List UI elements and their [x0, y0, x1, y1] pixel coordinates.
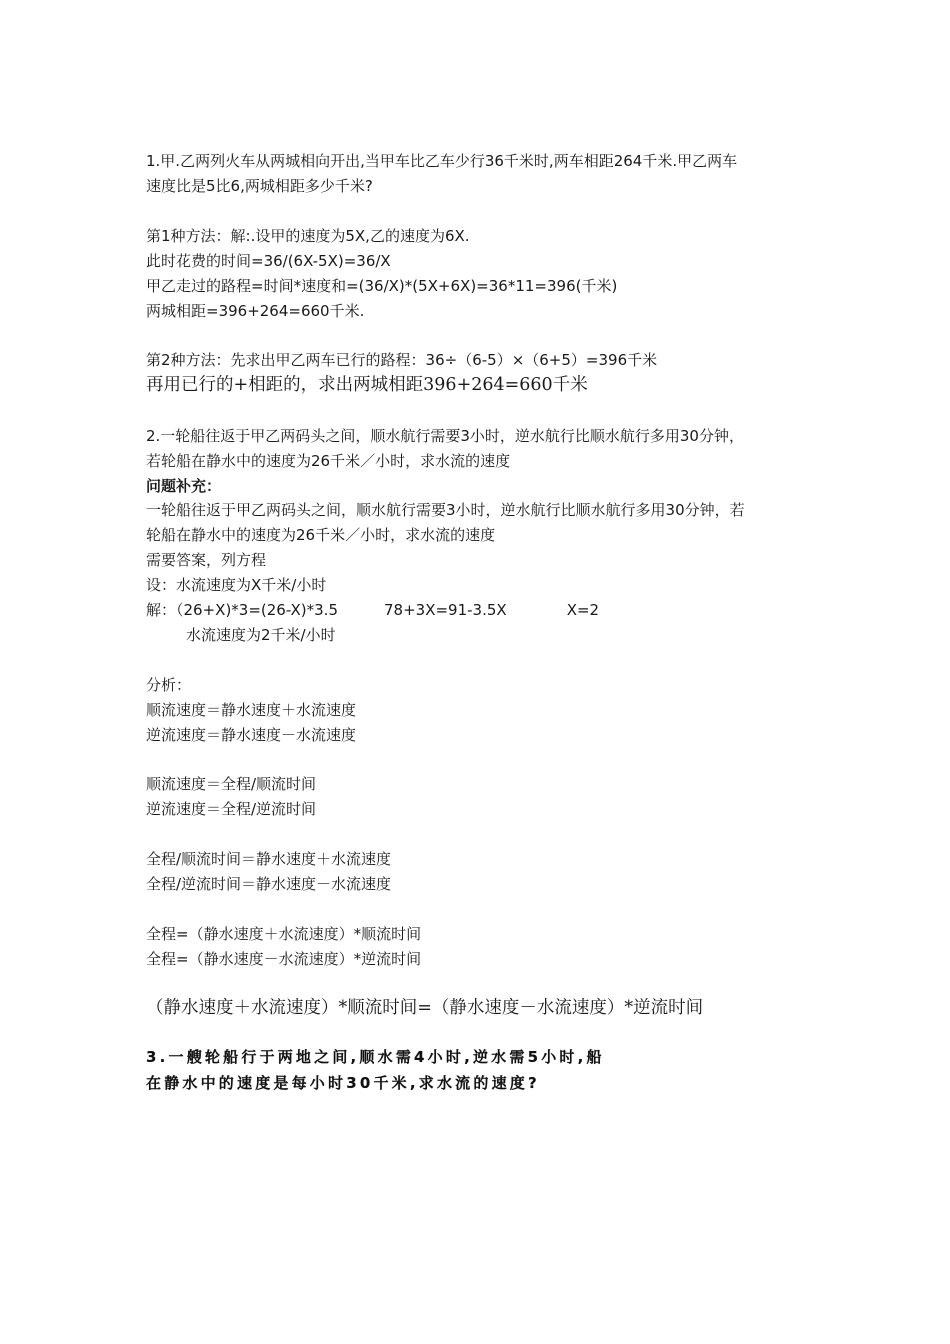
q1-method1-line-2: 此时花费的时间=36/(6X-5X)=36/X [146, 252, 391, 270]
analysis-line-4: 逆流速度＝全程/逆流时间 [146, 800, 317, 818]
analysis-title: 分析： [146, 676, 192, 694]
q1-method1-line-1: 第1种方法：解:.设甲的速度为5X,乙的速度为6X. [146, 227, 470, 245]
q3-text-line-2: 在静水中的速度是每小时30千米,求水流的速度? [146, 1074, 540, 1092]
q2-supplement-line-2: 轮船在静水中的速度为26千米／小时，求水流的速度 [146, 526, 496, 544]
analysis-line-6: 全程/逆流时间＝静水速度－水流速度 [146, 875, 392, 893]
q1-method1-line-3: 甲乙走过的路程=时间*速度和=(36/X)*(5X+6X)=36*11=396(千米) [146, 277, 618, 295]
q1-text-line-2: 速度比是5比6,两城相距多少千米? [146, 177, 373, 195]
q2-need-answer: 需要答案，列方程 [146, 551, 267, 569]
q1-text-line-1: 1.甲.乙两列火车从两城相向开出,当甲车比乙车少行36千米时,两车相距264千米.甲乙两车 [146, 152, 738, 170]
q2-solution-label: 解： [146, 601, 177, 619]
q2-equation-1: （26+X)*3=(26-X)*3.5 [176, 601, 338, 619]
analysis-line-1: 顺流速度＝静水速度＋水流速度 [146, 701, 357, 719]
q1-method2-line-1: 第2种方法：先求出甲乙两车已行的路程：36÷（6-5）×（6+5）=396千米 [146, 351, 658, 369]
analysis-line-7: 全程=（静水速度＋水流速度）*顺流时间 [146, 925, 422, 943]
q2-equation-3: X=2 [566, 601, 600, 619]
q2-text-line-1: 2.一轮船往返于甲乙两码头之间，顺水航行需要3小时，逆水航行比顺水航行多用30分钟， [146, 427, 744, 445]
analysis-line-8: 全程=（静水速度－水流速度）*逆流时间 [146, 950, 422, 968]
q1-method1-line-4: 两城相距=396+264=660千米. [146, 302, 365, 320]
q1-method2-line-2: 再用已行的+相距的，求出两城相距396+264=660千米 [146, 375, 588, 395]
analysis-line-9: （静水速度＋水流速度）*顺流时间=（静水速度－水流速度）*逆流时间 [146, 998, 704, 1018]
q2-supplement-title: 问题补充： [146, 477, 222, 495]
q3-text-line-1: 3.一艘轮船行于两地之间,顺水需4小时,逆水需5小时,船 [146, 1048, 605, 1066]
q2-equation-2: 78+3X=91-3.5X [384, 601, 507, 619]
q2-result: 水流速度为2千米/小时 [186, 626, 336, 644]
q2-supplement-line-1: 一轮船往返于甲乙两码头之间，顺水航行需要3小时，逆水航行比顺水航行多用30分钟，若 [146, 501, 745, 519]
q2-let-statement: 设：水流速度为X千米/小时 [146, 576, 327, 594]
analysis-line-5: 全程/顺流时间＝静水速度＋水流速度 [146, 850, 392, 868]
analysis-line-3: 顺流速度＝全程/顺流时间 [146, 775, 317, 793]
analysis-line-2: 逆流速度＝静水速度－水流速度 [146, 726, 357, 744]
q2-text-line-2: 若轮船在静水中的速度为26千米／小时，求水流的速度 [146, 452, 511, 470]
q2-solution-line [146, 600, 599, 620]
